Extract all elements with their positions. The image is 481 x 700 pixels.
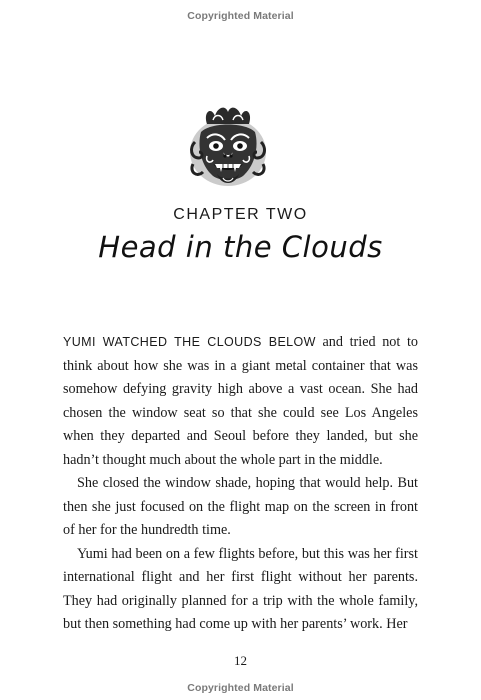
- copyright-notice-top: Copyrighted Material: [187, 10, 294, 22]
- paragraph-lead-in: YUMI WATCHED THE CLOUDS BELOW: [63, 335, 316, 349]
- chapter-number: CHAPTER TWO: [173, 206, 308, 223]
- dokkaebi-mask-icon: [185, 102, 271, 194]
- paragraph-1: [63, 331, 418, 472]
- paragraph-3: Yumi had been on a few flights before, but this was her first international flight and her first flight without her parents. They had originally planned for a trip with the whole family, but then something had come up with her parents’ work. Her: [63, 545, 418, 632]
- paragraph-2: She closed the window shade, hoping that would help. But then she just focused on the flight map on the screen in front of her for the hundredth time.: [63, 475, 418, 538]
- paragraph-text: and tried not to think about how she was in a giant metal container that was somehow defying gravity high above a vast ocean. She had chosen the window seat so that she could see Los Angeles when they departed and Seoul before they landed, but she hadn’t thought much about the whole part in the middle.: [63, 334, 418, 468]
- copyright-notice-bottom: Copyrighted Material: [187, 682, 294, 694]
- chapter-title: Head in the Clouds: [98, 230, 383, 264]
- page-number: 12: [234, 653, 247, 668]
- chapter-body: [63, 331, 418, 637]
